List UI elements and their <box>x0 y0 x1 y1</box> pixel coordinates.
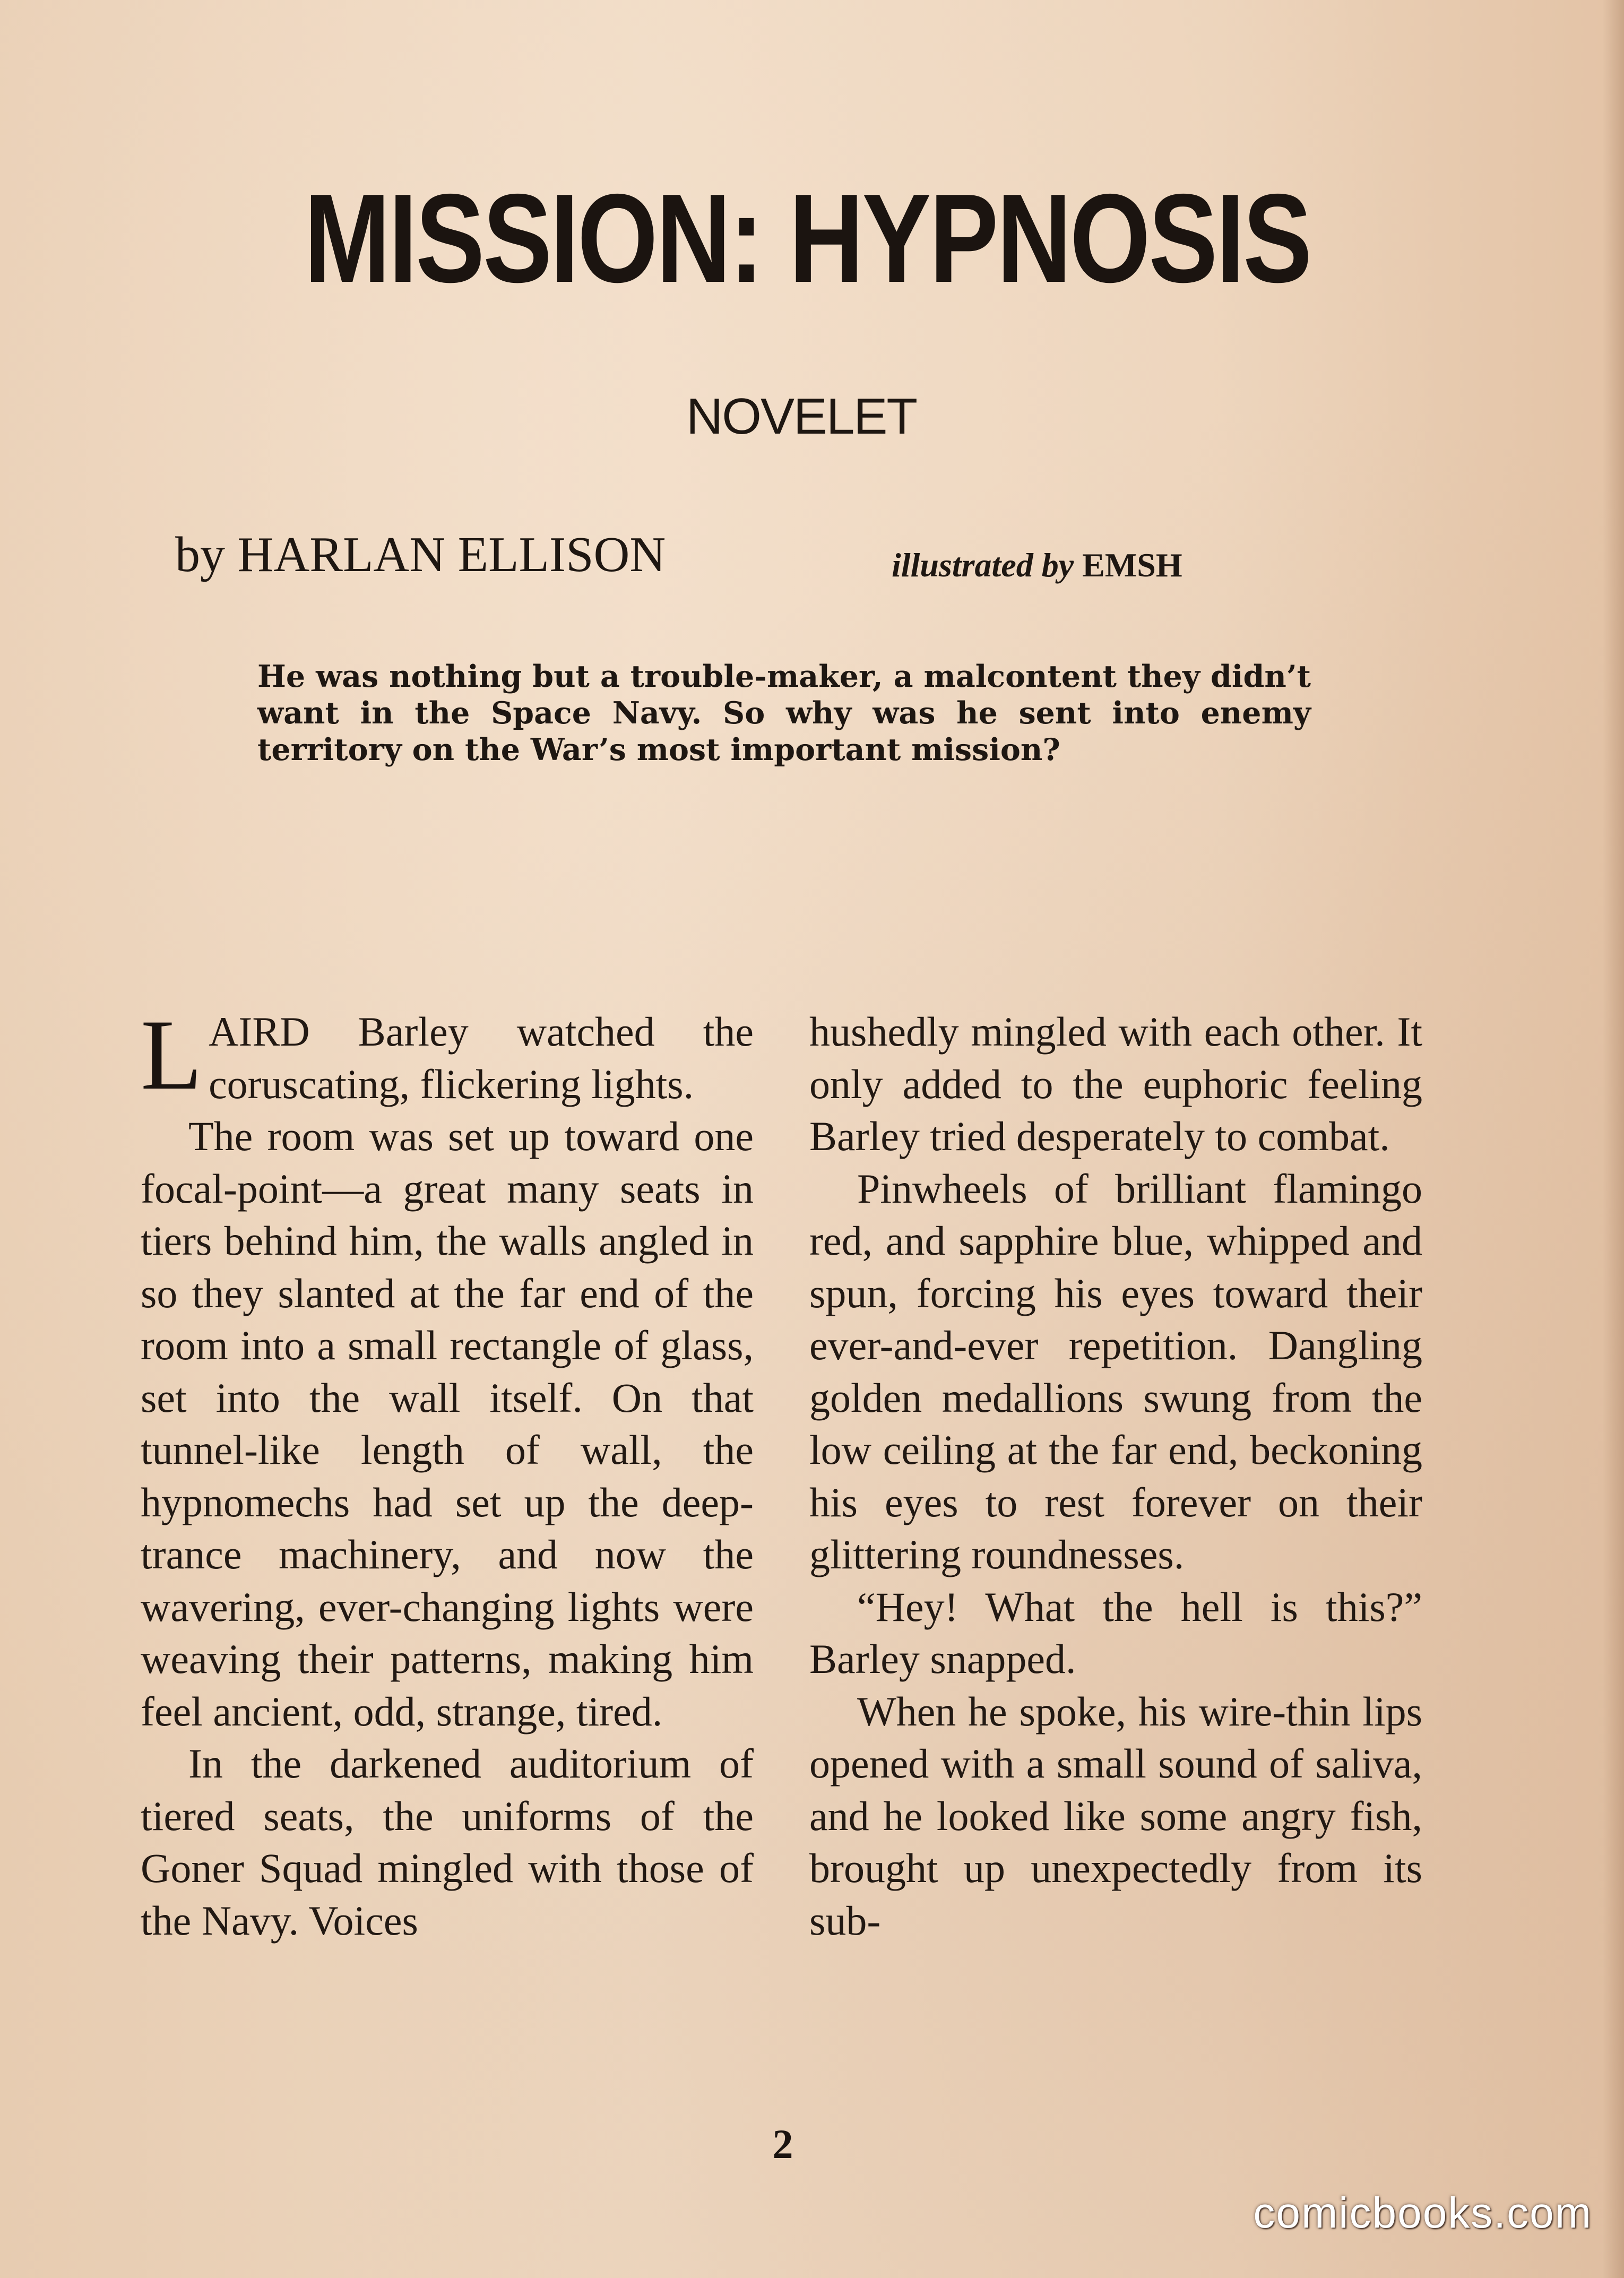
opening-paragraph <box>141 999 754 1111</box>
story-kicker: NOVELET <box>686 388 917 445</box>
illustrated-by-label: illustrated by <box>892 546 1074 584</box>
dialogue-paragraph: “Hey! What the hell is this?” Barley snapped. <box>809 1583 1422 1682</box>
body-paragraph: In the darkened auditorium of tiered seats, the uniforms of the Goner Squad mingled with those of the Navy. Voices <box>141 1740 754 1944</box>
body-paragraph: When he spoke, his wire-thin lips opened with a small sound of saliva, and he looked like some angry fish, brought up unexpectedly from its sub- <box>809 1688 1422 1944</box>
illustrator-credit <box>892 541 1182 589</box>
author-byline: by HARLAN ELLISON <box>175 527 666 582</box>
opening-paragraph-text: AIRD Barley watched the coruscating, flickering lights. <box>209 1008 754 1107</box>
page-number: 2 <box>772 2121 793 2167</box>
illustrator-name: EMSH <box>1082 546 1182 584</box>
body-paragraph: Pinwheels of brilliant flamingo red, and sapphire blue, whipped and spun, forcing his eyes toward their ever-and-ever repetition. Dangling golden medallions swung from the low ceiling at the far end, beckoning his eyes to rest forever on their glittering roundnesses. <box>809 1165 1422 1577</box>
site-watermark: comicbooks.com <box>1253 2189 1592 2237</box>
drop-cap: L <box>141 999 203 1111</box>
story-title: MISSION: HYPNOSIS <box>304 168 1311 309</box>
story-blurb: He was nothing but a trouble-maker, a malcontent they didn’t want in the Space Navy. So why was he sent into enemy territory on the War’s most important mission? <box>257 659 1311 767</box>
text-column-left <box>141 999 754 1947</box>
page-edge-shadow <box>1603 0 1624 2278</box>
text-column-right <box>809 1006 1422 1947</box>
body-paragraph-continued: hushedly mingled with each other. It only added to the euphoric feeling Barley tried desperately to combat. <box>809 1008 1422 1159</box>
body-paragraph: The room was set up toward one focal-point—a great many seats in tiers behind him, the walls angled in so they slanted at the far end of the room into a small rectangle of glass, set into the wall itself. On that tunnel-like length of wall, the hypnomechs had set up the deep-trance machinery, and now the wavering, ever-changing lights were weaving their patterns, making him feel ancient, odd, strange, tired. <box>141 1113 754 1735</box>
